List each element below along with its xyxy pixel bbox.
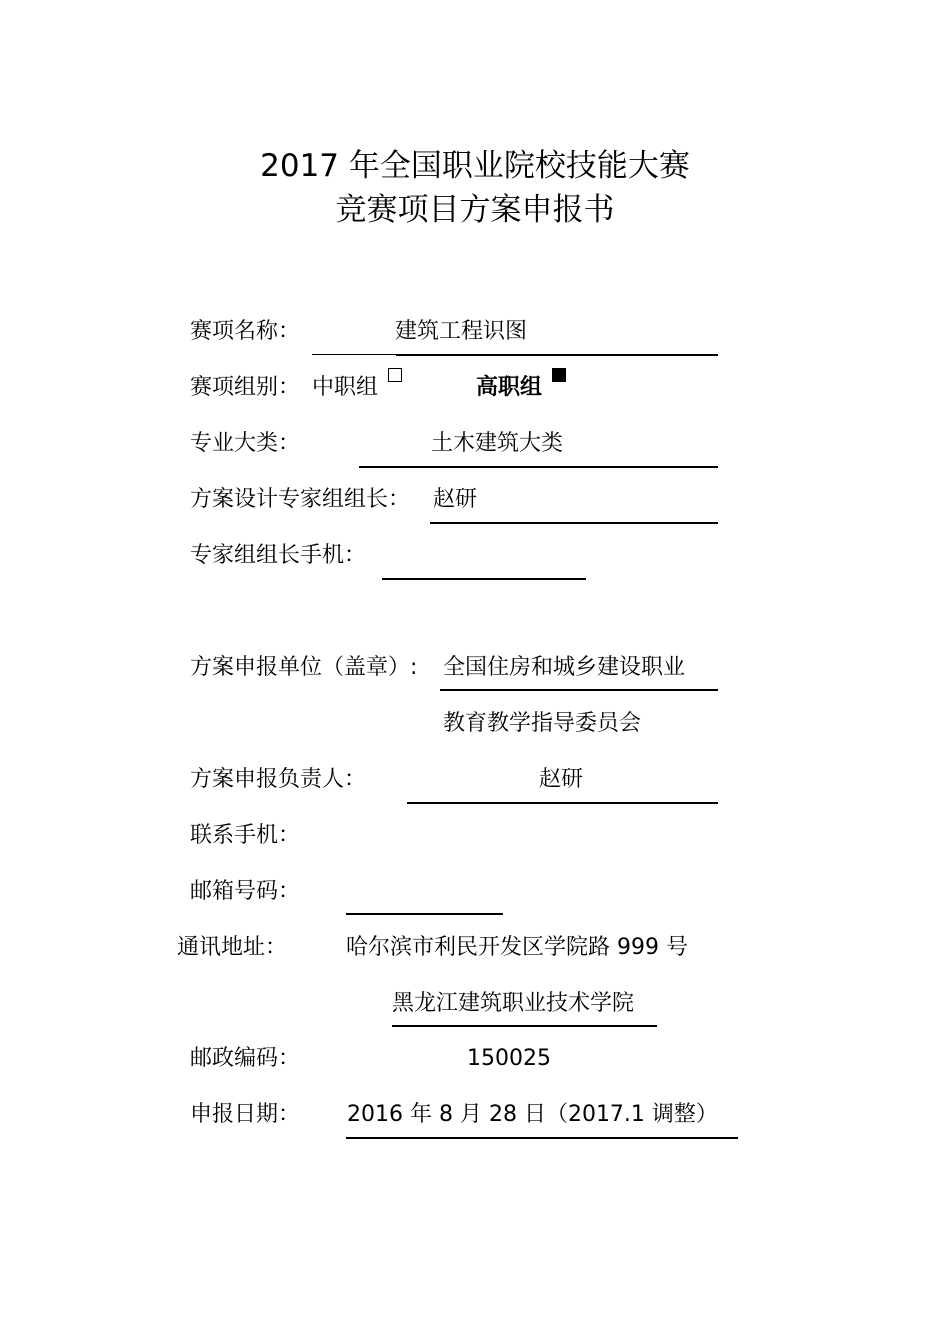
expert-leader-phone-underline [382, 578, 586, 580]
apply-date-value: 2016 年 8 月 28 日（2017.1 调整） [347, 1102, 718, 1127]
event-group-label: 赛项组别： [190, 375, 301, 400]
event-group-option2-label: 高职组 [476, 375, 543, 400]
document-title-line1: 2017 年全国职业院校技能大赛 [260, 148, 690, 184]
applicant-unit-value-line1: 全国住房和城乡建设职业 [443, 655, 686, 680]
apply-date-underline [346, 1137, 738, 1139]
address-underline [392, 1025, 657, 1027]
email-underline [346, 913, 503, 915]
applicant-person-underline [407, 802, 718, 804]
major-category-value: 土木建筑大类 [431, 431, 564, 456]
event-name-underline [396, 354, 718, 356]
address-value-line2: 黑龙江建筑职业技术学院 [392, 991, 635, 1016]
applicant-person-value: 赵研 [539, 767, 584, 792]
event-name-underline-left [312, 354, 396, 355]
email-label: 邮箱号码： [190, 879, 301, 904]
checkbox-checked-icon [552, 368, 566, 382]
expert-leader-value: 赵研 [433, 487, 478, 512]
checkbox-unchecked-icon [388, 368, 402, 382]
applicant-unit-underline [440, 689, 718, 691]
expert-leader-underline [430, 522, 718, 524]
applicant-person-label: 方案申报负责人： [190, 767, 367, 792]
postal-code-label: 邮政编码： [190, 1046, 301, 1071]
address-label: 通讯地址： [177, 935, 288, 960]
postal-code-value: 150025 [467, 1046, 551, 1071]
contact-phone-label: 联系手机： [190, 823, 301, 848]
event-name-label: 赛项名称： [190, 319, 301, 344]
event-name-value: 建筑工程识图 [395, 319, 528, 344]
event-group-option1-label: 中职组 [312, 375, 379, 400]
address-value-line1: 哈尔滨市利民开发区学院路 999 号 [346, 935, 688, 960]
applicant-unit-label: 方案申报单位（盖章）: [190, 655, 418, 680]
document-title-line2: 竞赛项目方案申报书 [335, 192, 615, 228]
expert-leader-label: 方案设计专家组组长： [190, 487, 411, 512]
apply-date-label: 申报日期： [190, 1102, 301, 1127]
major-category-label: 专业大类： [190, 431, 301, 456]
expert-leader-phone-label: 专家组组长手机： [190, 543, 367, 568]
applicant-unit-value-line2: 教育教学指导委员会 [443, 711, 642, 736]
major-category-underline [359, 466, 718, 468]
